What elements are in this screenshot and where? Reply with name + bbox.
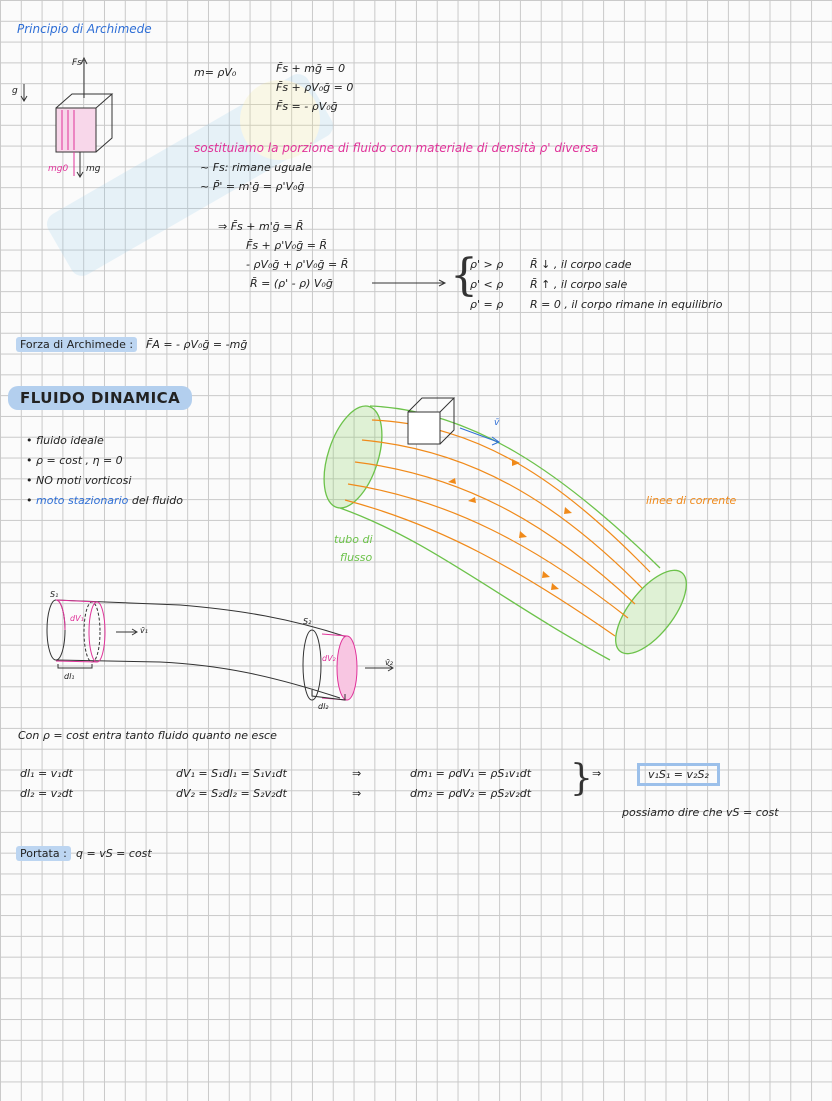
continuity-statement: Con ρ = cost entra tanto fluido quanto ne esce [18, 729, 277, 742]
case-1-cond: ρ' > ρ [470, 258, 504, 271]
velocity-label: v̄ [494, 418, 500, 428]
bullet-4: • moto stazionario del fluido [26, 494, 184, 507]
dv1-label: dV₁ [70, 614, 84, 623]
pipe-bottom-edge [56, 660, 340, 698]
section-heading: FLUIDO DINAMICA [8, 386, 192, 410]
fluid-element-cube [408, 398, 454, 444]
tubo-label-2: flusso [340, 551, 373, 564]
g-label: g [12, 86, 18, 96]
dv2-label: dV₂ [322, 654, 336, 663]
bullet-4-rest: del fluido [131, 494, 184, 507]
eq-line-3: F̄s = - ρV₀ḡ [276, 100, 338, 113]
sub-point-2: ~ P̄' = m'ḡ = ρ'V₀ḡ [200, 180, 305, 193]
tube-top-edge [370, 406, 660, 568]
result-line-3: - ρV₀ḡ + ρ'V₀ḡ = R̄ [246, 258, 349, 271]
mg-label: mg [86, 164, 101, 174]
page-title: Principio di Archimede [17, 22, 152, 36]
continuity-implies: ⇒ [592, 767, 602, 780]
s1-label: S₁ [50, 590, 59, 599]
fs-label: Fs [72, 58, 82, 68]
bullet-1-text: fluido ideale [36, 434, 104, 447]
bullet-4-highlight: moto stazionario [36, 494, 129, 507]
pipe-inlet [47, 600, 65, 660]
cube-side-face [96, 94, 112, 152]
dv1-section [89, 602, 105, 662]
bullet-2-text: ρ = cost , η = 0 [36, 454, 123, 467]
linee-corrente-label: linee di corrente [646, 494, 737, 507]
cases-brace: { [450, 250, 478, 301]
case-2-cond: ρ' < ρ [470, 278, 504, 291]
forza-archimede-label: Forza di Archimede : [16, 337, 137, 352]
portata-label: Portata : [16, 846, 71, 861]
tube-inlet-ellipse [313, 399, 393, 515]
result-line-1: ⇒ F̄s + m'ḡ = R̄ [218, 220, 304, 233]
cube-top-face [56, 94, 112, 108]
v1-label: v̄₁ [140, 626, 148, 635]
tube-bottom-edge [340, 508, 610, 660]
velocity-arrow [460, 428, 498, 442]
substitution-text: sostituiamo la porzione di fluido con materiale di densità ρ' diversa [194, 141, 599, 155]
dl1-label: dl₁ [64, 672, 75, 681]
row2-dl: dl₂ = v₂dt [20, 787, 73, 800]
continuity-conclusion: possiamo dire che vS = cost [622, 806, 779, 819]
sub-point-1: ~ Fs: rimane uguale [200, 161, 312, 174]
streamlines [345, 420, 650, 636]
case-2-result: R̄ ↑ , il corpo sale [530, 278, 628, 291]
case-1-result: R̄ ↓ , il corpo cade [530, 258, 632, 271]
row2-arrow: ⇒ [352, 787, 362, 800]
cube-front-face [56, 108, 96, 152]
dl2-label: dl₂ [318, 702, 329, 711]
row1-dl: dl₁ = v₁dt [20, 767, 73, 780]
watermark-logo [20, 60, 360, 290]
row2-dm: dm₂ = ρdV₂ = ρS₂v₂dt [410, 787, 532, 800]
bullet-3-text: NO moti vorticosi [36, 474, 132, 487]
mg0-label: mg0 [48, 164, 69, 174]
row1-dv: dV₁ = S₁dl₁ = S₁v₁dt [176, 767, 287, 780]
bullet-2: • ρ = cost , η = 0 [26, 454, 123, 467]
bullet-3: • NO moti vorticosi [26, 474, 132, 487]
forza-archimede-eq: F̄A = - ρV₀ḡ = -mḡ [146, 338, 248, 351]
v2-label: v̄₂ [385, 658, 393, 667]
tubo-label-1: tubo di [334, 533, 373, 546]
s2-label: S₂ [303, 617, 312, 626]
dv2-section [337, 636, 357, 700]
result-line-2: F̄s + ρ'V₀ḡ = R̄ [246, 239, 328, 252]
eq-line-2: F̄s + ρV₀ḡ = 0 [276, 81, 354, 94]
row2-dv: dV₂ = S₂dl₂ = S₂v₂dt [176, 787, 287, 800]
bullet-1: • fluido ideale [26, 434, 104, 447]
pipe-s2 [303, 630, 321, 700]
case-3-cond: ρ' = ρ [470, 298, 504, 311]
result-line-4: R̄ = (ρ' - ρ) V₀ḡ [250, 277, 333, 290]
row1-arrow: ⇒ [352, 767, 362, 780]
row1-dm: dm₁ = ρdV₁ = ρS₁v₁dt [410, 767, 532, 780]
streamline-arrows [448, 459, 572, 590]
continuity-boxed-equation: v₁S₁ = v₂S₂ [637, 763, 720, 786]
case-3-result: R = 0 , il corpo rimane in equilibrio [530, 298, 723, 311]
continuity-brace: } [570, 758, 593, 799]
portata-eq: q = vS = cost [76, 847, 152, 860]
dv1-dashed [84, 602, 100, 662]
eq-line-1: F̄s + mḡ = 0 [276, 62, 346, 75]
eq-mass: m= ρV₀ [194, 66, 237, 79]
tube-outlet-ellipse [603, 559, 699, 665]
